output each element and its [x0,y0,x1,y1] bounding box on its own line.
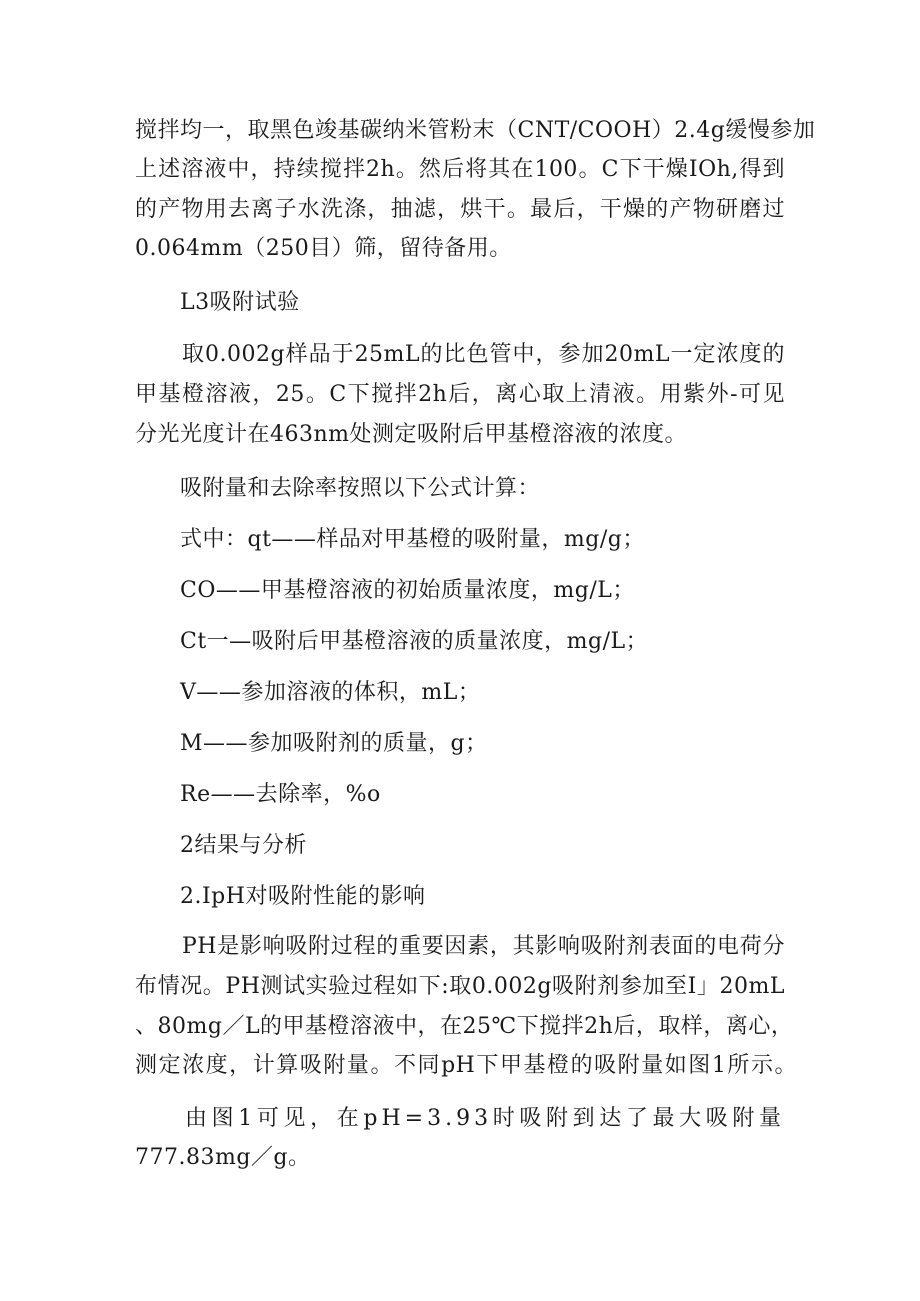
paragraph-3-line-2: 布情况。PH测试实验过程如下:取0.002g吸附剂参加至I」20mL [135,974,785,999]
definition-c0: CO——甲基橙溶液的初始质量浓度，mg/L； [180,578,635,603]
paragraph-1-line-4: 0.064mm（250目）筛，留待备用。 [135,236,512,261]
definition-ct: Ct一—吸附后甲基橙溶液的质量浓度，mg/L； [180,629,649,654]
paragraph-3-line-1: PH是影响吸附过程的重要因素，其影响吸附剂表面的电荷分 [182,934,785,959]
paragraph-1-line-3: 的产物用去离子水洗涤，抽滤，烘干。最后，干燥的产物研磨过 [135,197,785,222]
paragraph-2-line-1: 取0.002g样品于25mL的比色管中，参加20mL一定浓度的 [182,342,785,367]
definition-qt: 式中：qt——样品对甲基橙的吸附量，mg/g； [180,527,645,552]
paragraph-3-line-3: 、80mg／L的甲基橙溶液中，在25℃下搅拌2h后，取样，离心， [135,1014,794,1039]
paragraph-2-line-3: 分光光度计在463nm处测定吸附后甲基橙溶液的浓度。 [135,422,688,447]
paragraph-1-line-2: 上述溶液中，持续搅拌2h。然后将其在100。C下干燥IOh,得到 [135,157,785,182]
paragraph-2-line-2: 甲基橙溶液，25。C下搅拌2h后，离心取上清液。用紫外-可见 [135,382,785,407]
definition-re: Re——去除率，%o [180,782,381,807]
section-heading-2: 2结果与分析 [180,833,307,858]
paragraph-3-line-4: 测定浓度，计算吸附量。不同pH下甲基橙的吸附量如图1所示。 [135,1053,797,1078]
definition-m: M——参加吸附剂的质量，g； [180,731,488,756]
section-heading-1-3: L3吸附试验 [180,290,300,315]
section-heading-2-1: 2.IpH对吸附性能的影响 [180,884,426,909]
formula-intro: 吸附量和去除率按照以下公式计算： [180,476,541,501]
definition-v: V——参加溶液的体积，mL； [180,680,481,705]
paragraph-4-line-1: 由图1可见，在pH=3.93时吸附到达了最大吸附量 [185,1106,785,1131]
paragraph-1-line-1: 搅拌均一，取黑色竣基碳纳米管粉末（CNT/COOH）2.4g缓慢参加 [135,118,816,143]
paragraph-4-line-2: 777.83mg／g。 [135,1145,311,1170]
